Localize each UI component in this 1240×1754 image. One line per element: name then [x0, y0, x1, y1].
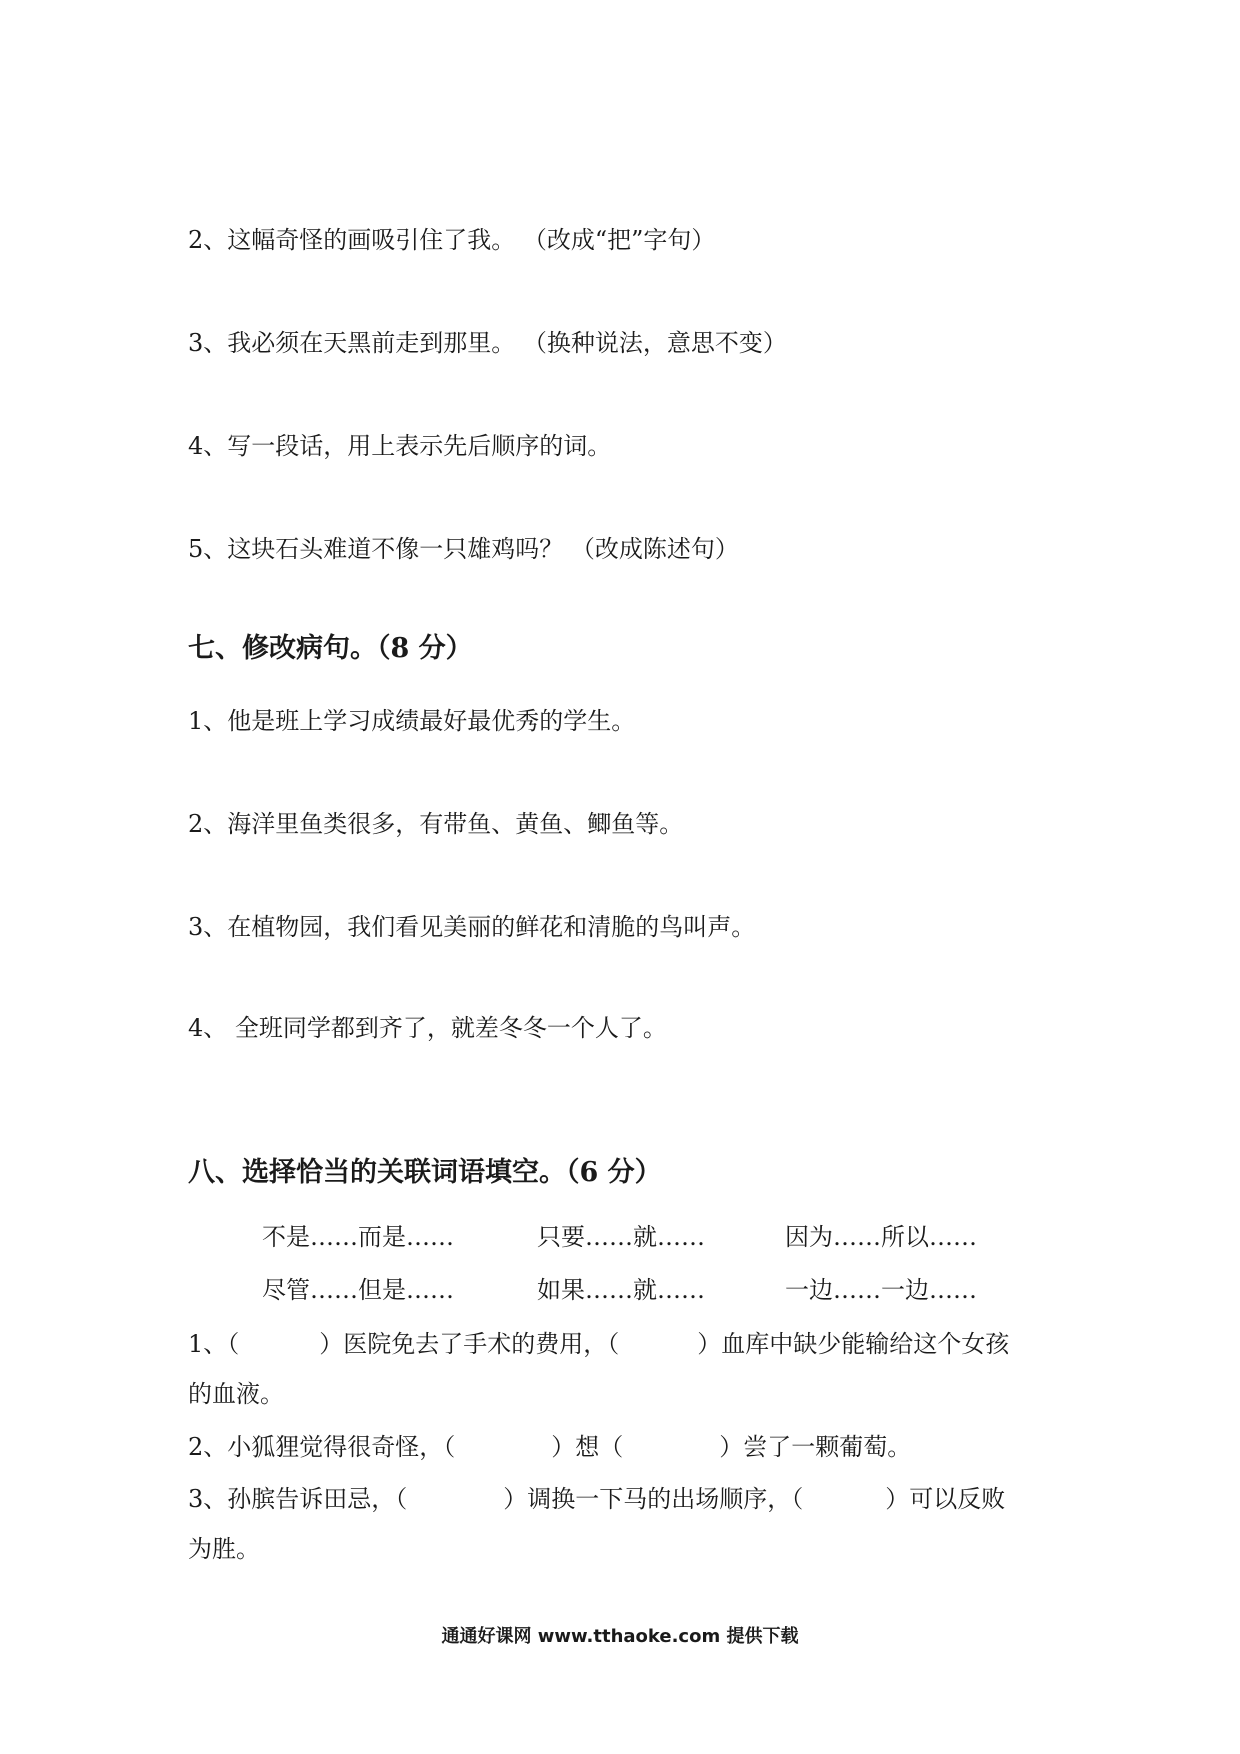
correction-item-1: 1、他是班上学习成绩最好最优秀的学生。 [188, 707, 636, 735]
fill-item-3-text: 3、孙膑告诉田忌，（ [188, 1485, 408, 1513]
conjunction-option: 如果……就…… [537, 1276, 705, 1304]
section-7-title: 七、修改病句。（8 分） [188, 633, 473, 664]
conjunction-option: 不是……而是…… [262, 1223, 454, 1251]
correction-item-4: 4、 全班同学都到齐了，就差冬冬一个人了。 [188, 1014, 667, 1042]
conjunction-option: 因为……所以…… [785, 1223, 977, 1251]
fill-item-2 [188, 1431, 911, 1463]
fill-item-3-text: ）调换一下马的出场顺序，（ [503, 1485, 804, 1513]
page-footer: 通通好课网 www.tthaoke.com 提供下载 [441, 1626, 799, 1647]
fill-item-2-text: 2、小狐狸觉得很奇怪，（ [188, 1433, 456, 1461]
fill-item-1-text: ）医院免去了手术的费用，（ [319, 1330, 620, 1358]
rewrite-item-4: 4、写一段话，用上表示先后顺序的词。 [188, 432, 612, 460]
rewrite-item-3: 3、我必须在天黑前走到那里。 （换种说法，意思不变） [188, 329, 787, 357]
conjunction-option: 只要……就…… [537, 1223, 705, 1251]
rewrite-item-2: 2、这幅奇怪的画吸引住了我。 （改成“把”字句） [188, 226, 716, 254]
fill-item-1-continued: 的血液。 [188, 1380, 284, 1408]
fill-item-1 [188, 1328, 1009, 1360]
section-8-title: 八、选择恰当的关联词语填空。（6 分） [188, 1157, 662, 1188]
fill-item-3 [188, 1483, 1005, 1515]
fill-item-1-text: ）血库中缺少能输给这个女孩 [697, 1330, 1010, 1358]
conjunction-option: 一边……一边…… [785, 1276, 977, 1304]
rewrite-item-5: 5、这块石头难道不像一只雄鸡吗？ （改成陈述句） [188, 535, 739, 563]
fill-item-2-text: ）尝了一颗葡萄。 [719, 1433, 912, 1461]
fill-item-3-continued: 为胜。 [188, 1535, 260, 1563]
fill-item-3-text: ）可以反败 [885, 1485, 1006, 1513]
conjunction-option: 尽管……但是…… [262, 1276, 454, 1304]
fill-item-2-text: ）想（ [551, 1433, 624, 1461]
correction-item-2: 2、海洋里鱼类很多，有带鱼、黄鱼、鲫鱼等。 [188, 810, 684, 838]
fill-item-1-text: 1、（ [188, 1330, 240, 1358]
correction-item-3: 3、在植物园，我们看见美丽的鲜花和清脆的鸟叫声。 [188, 913, 756, 941]
